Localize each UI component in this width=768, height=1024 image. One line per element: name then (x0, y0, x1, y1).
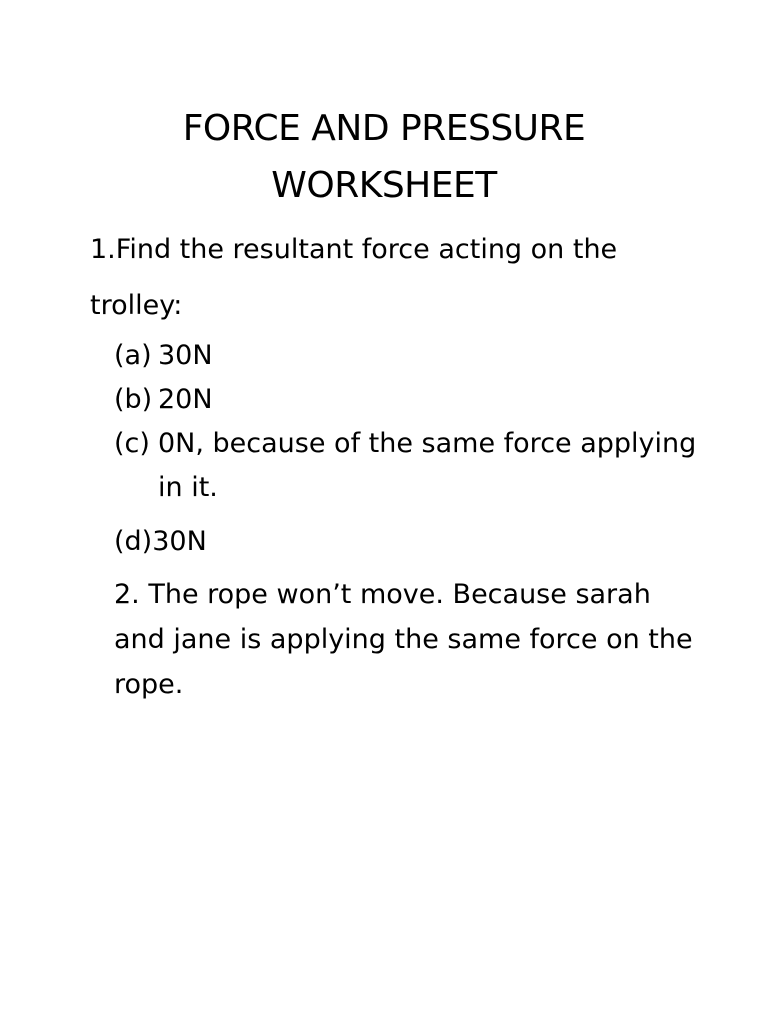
option-b (114, 378, 714, 422)
question-2: 2. The rope won’t move. Because sarah and jane is applying the same force on the rope. (114, 579, 693, 700)
option-c-text: 0N, because of the same force applying in it. (158, 428, 697, 503)
option-c (114, 422, 714, 510)
option-d: (d)30N (114, 526, 207, 557)
page-title (0, 100, 768, 214)
option-c-label: (c) (114, 428, 150, 459)
title-line-1: FORCE AND PRESSURE (182, 108, 586, 149)
question-1 (90, 222, 710, 334)
option-a-label: (a) (114, 340, 152, 371)
option-a-text: 30N (158, 340, 213, 371)
question-1-options (114, 334, 714, 510)
option-b-text: 20N (158, 384, 213, 415)
question-1-line-1: 1.Find the resultant force acting on the (90, 234, 618, 265)
title-line-2: WORKSHEET (271, 165, 497, 206)
option-a (114, 334, 714, 378)
question-1-line-2: trolley: (90, 290, 183, 321)
option-b-label: (b) (114, 384, 153, 415)
